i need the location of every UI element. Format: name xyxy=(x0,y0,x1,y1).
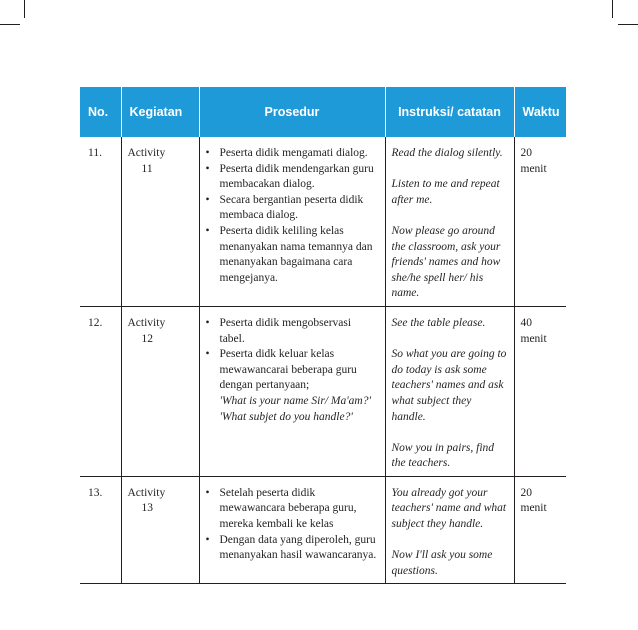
time-unit: menit xyxy=(520,162,547,175)
procedure-cell xyxy=(199,137,385,306)
procedure-cell xyxy=(199,306,385,476)
table-row xyxy=(80,476,566,584)
table-row xyxy=(80,306,566,476)
procedure-item: • Peserta didik mendengarkan guru membacakan dialog. xyxy=(206,162,379,193)
procedure-item-text: Peserta didk keluar kelas mewawancarai beberapa guru dengan pertanyaan; xyxy=(219,348,357,392)
procedure-item xyxy=(206,347,379,425)
procedure-item: • Peserta didik keliling kelas menanyakan nama temannya dan menanyakan bagaimana cara mengejanya. xyxy=(206,224,379,286)
header-no: No. xyxy=(80,87,121,137)
time-cell xyxy=(514,476,566,584)
header-waktu: Waktu xyxy=(514,87,566,137)
time-cell xyxy=(514,306,566,476)
crop-mark-right-horizontal xyxy=(618,24,638,25)
instruction-cell xyxy=(385,137,514,306)
activity-label: Activity xyxy=(127,486,166,499)
instruction-text: Listen to me and repeat after me. xyxy=(391,178,500,206)
lesson-plan-table xyxy=(80,87,566,584)
row-number: 12. xyxy=(80,306,121,476)
activity-cell xyxy=(121,137,199,306)
instruction-cell xyxy=(385,306,514,476)
time-cell xyxy=(514,137,566,306)
crop-mark-top-right xyxy=(612,0,613,18)
table-row xyxy=(80,137,566,306)
instruction-text: Now I'll ask you some questions. xyxy=(391,549,493,577)
activity-label: Activity xyxy=(127,316,166,329)
activity-number: 13 xyxy=(141,502,153,515)
activity-cell xyxy=(121,476,199,584)
instruction-text: Now please go around the classroom, ask your friends' names and how she/he spell her/ his name. xyxy=(391,224,501,300)
procedure-item: • Dengan data yang diperoleh, guru menanyakan hasil wawancaranya. xyxy=(206,533,379,564)
time-unit: menit xyxy=(520,502,547,515)
row-number: 13. xyxy=(80,476,121,584)
instruction-text: See the table please. xyxy=(391,316,486,329)
time-value: 20 xyxy=(520,486,532,499)
activity-number: 12 xyxy=(141,332,153,345)
row-number: 11. xyxy=(80,137,121,306)
time-unit: menit xyxy=(520,332,547,345)
time-value: 40 xyxy=(520,316,532,329)
instruction-text: Read the dialog silently. xyxy=(391,147,503,159)
crop-mark-left-horizontal xyxy=(0,24,20,25)
time-value: 20 xyxy=(520,147,532,159)
procedure-item: • Secara bergantian peserta didik membaca dialog. xyxy=(206,193,379,224)
instruction-cell xyxy=(385,476,514,584)
interview-question: 'What is your name Sir/ Ma'am?' xyxy=(219,394,371,407)
activity-number: 11 xyxy=(141,162,153,175)
procedure-cell xyxy=(199,476,385,584)
header-kegiatan: Kegiatan xyxy=(121,87,199,137)
table-header-row xyxy=(80,87,566,137)
header-prosedur: Prosedur xyxy=(199,87,385,137)
activity-cell xyxy=(121,306,199,476)
procedure-item: • Setelah peserta didik mewawancara beberapa guru, mereka kembali ke kelas xyxy=(206,486,379,533)
procedure-item: • Peserta didik mengamati dialog. xyxy=(206,146,379,162)
instruction-text: So what you are going to do today is ask some teachers' names and ask what subject they handle. xyxy=(391,348,507,423)
interview-question: 'What subjet do you handle?' xyxy=(219,410,353,423)
header-instruksi: Instruksi/ catatan xyxy=(385,87,514,137)
activity-label: Activity xyxy=(127,147,166,159)
crop-mark-top-left xyxy=(24,0,25,18)
instruction-text: Now you in pairs, find the teachers. xyxy=(391,441,495,470)
instruction-text: You already got your teachers' name and what subject they handle. xyxy=(391,486,507,531)
procedure-item: • Peserta didik mengobservasi tabel. xyxy=(206,316,379,347)
